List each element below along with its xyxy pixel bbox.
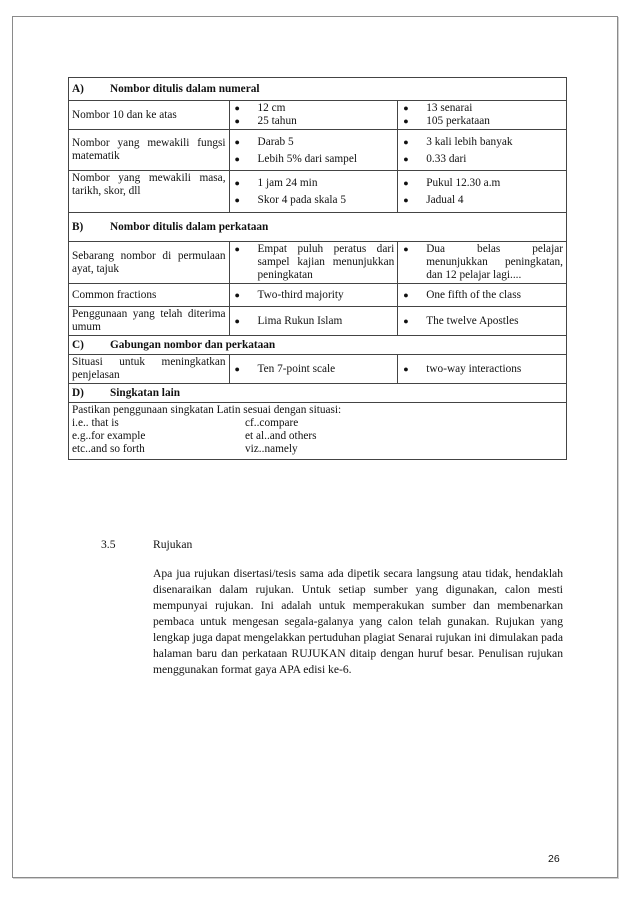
row-description: Common fractions xyxy=(69,284,230,307)
bullet-item xyxy=(401,153,563,166)
abbreviation-item: e.g..for example xyxy=(72,430,146,442)
table-row xyxy=(69,284,567,307)
section-c-header xyxy=(69,336,567,355)
example-cell xyxy=(398,284,567,307)
bullet-text: Skor 4 pada skala 5 xyxy=(257,194,347,206)
bullet-text: two-way interactions xyxy=(426,362,522,375)
bullet-text: Empat puluh peratus dari sampel kajian menunjukkan peningkatan xyxy=(257,243,395,281)
section-letter: B) xyxy=(72,220,84,233)
bullet-item xyxy=(401,115,563,128)
bullet-icon: ● xyxy=(403,289,409,300)
bullet-item xyxy=(401,363,563,376)
table-row xyxy=(69,403,567,460)
section-b-header xyxy=(69,213,567,242)
section-number: 3.5 xyxy=(101,538,116,551)
section-a-header xyxy=(69,78,567,101)
bullet-icon: ● xyxy=(234,154,240,164)
bullet-text: One fifth of the class xyxy=(426,288,521,301)
abbreviation-item: cf..compare xyxy=(245,417,299,429)
bullet-item xyxy=(233,315,395,328)
example-cell xyxy=(398,242,567,284)
section-title: Nombor ditulis dalam numeral xyxy=(110,82,260,95)
section-letter: D) xyxy=(72,386,84,399)
bullet-icon: ● xyxy=(234,244,240,254)
example-cell xyxy=(229,171,398,213)
table-row xyxy=(69,242,567,284)
row-description: Situasi untuk meningkatkan penjelasan xyxy=(69,355,230,384)
bullet-text: Two-third majority xyxy=(257,288,344,301)
bullet-icon: ● xyxy=(403,244,409,254)
bullet-icon: ● xyxy=(403,178,409,188)
bullet-icon: ● xyxy=(234,315,240,326)
row-description: Sebarang nombor di permulaan ayat, tajuk xyxy=(69,242,230,284)
bullet-text: Lebih 5% dari sampel xyxy=(257,153,357,165)
bullet-text: 105 perkataan xyxy=(426,115,490,127)
section-title: Gabungan nombor dan perkataan xyxy=(110,338,276,351)
example-cell xyxy=(398,171,567,213)
bullet-text: The twelve Apostles xyxy=(426,314,519,327)
section-letter: A) xyxy=(72,82,84,95)
example-cell xyxy=(398,130,567,171)
bullet-item xyxy=(401,102,563,115)
bullet-item xyxy=(233,363,395,376)
bullet-text: Lima Rukun Islam xyxy=(257,314,343,327)
abbreviation-list xyxy=(72,417,563,456)
table-row xyxy=(69,355,567,384)
abbreviation-item: etc..and so forth xyxy=(72,443,145,455)
bullet-icon: ● xyxy=(403,315,409,326)
bullet-text: Ten 7-point scale xyxy=(257,362,336,375)
bullet-item xyxy=(401,194,563,207)
example-cell xyxy=(229,130,398,171)
bullet-text: Dua belas pelajar menunjukkan peningkatan, dan 12 pelajar lagi.... xyxy=(426,243,563,281)
bullet-text: 0.33 dari xyxy=(426,153,467,165)
abbreviation-item: viz..namely xyxy=(245,443,298,455)
abbreviation-cell xyxy=(69,403,567,460)
bullet-item xyxy=(233,194,395,207)
row-description: Nombor yang mewakili masa, tarikh, skor, dll xyxy=(69,171,230,213)
row-description: Penggunaan yang telah diterima umum xyxy=(69,307,230,336)
example-cell xyxy=(398,101,567,130)
bullet-item xyxy=(233,243,395,282)
bullet-item xyxy=(233,177,395,190)
bullet-icon: ● xyxy=(234,289,240,300)
section-title: Singkatan lain xyxy=(110,386,181,399)
table-row xyxy=(69,307,567,336)
bullet-text: Darab 5 xyxy=(257,136,294,148)
bullet-item xyxy=(401,243,563,282)
page-number: 26 xyxy=(548,853,560,865)
bullet-icon: ● xyxy=(403,137,409,147)
section-b-header-row xyxy=(69,213,567,242)
bullet-item xyxy=(233,153,395,166)
abbreviation-item: i.e.. that is xyxy=(72,417,119,429)
example-cell xyxy=(229,101,398,130)
bullet-item xyxy=(401,177,563,190)
abbreviation-intro: Pastikan penggunaan singkatan Latin sesuai dengan situasi: xyxy=(72,404,342,416)
bullet-item xyxy=(233,115,395,128)
bullet-icon: ● xyxy=(234,178,240,188)
table-row xyxy=(69,101,567,130)
example-cell xyxy=(398,307,567,336)
bullet-icon: ● xyxy=(403,116,409,126)
bullet-icon: ● xyxy=(403,103,409,113)
section-letter: C) xyxy=(72,338,84,351)
bullet-icon: ● xyxy=(234,103,240,113)
example-cell xyxy=(229,307,398,336)
section-c-header-row xyxy=(69,336,567,355)
bullet-icon: ● xyxy=(234,195,240,205)
bullet-item xyxy=(401,289,563,302)
row-description: Nombor yang mewakili fungsi matematik xyxy=(69,130,230,171)
bullet-item xyxy=(401,315,563,328)
bullet-icon: ● xyxy=(403,363,409,374)
bullet-icon: ● xyxy=(403,195,409,205)
bullet-text: Pukul 12.30 a.m xyxy=(426,177,501,189)
bullet-icon: ● xyxy=(403,154,409,164)
section-d-header-row xyxy=(69,384,567,403)
abbreviation-item: et al..and others xyxy=(245,430,317,442)
row-description: Nombor 10 dan ke atas xyxy=(69,101,230,130)
example-cell xyxy=(229,242,398,284)
bullet-item xyxy=(233,102,395,115)
bullet-text: 25 tahun xyxy=(257,115,297,127)
section-heading xyxy=(101,538,192,551)
section-d-header xyxy=(69,384,567,403)
section-paragraph: Apa jua rujukan disertasi/tesis sama ada dipetik secara langsung atau tidak, hendaklah disenaraikan dalam rujukan. Untuk setiap sumber yang digunakan, calon mesti mempunyai rujukan. Ini adalah untuk memperakukan sumber dan membenarkan pembaca untuk mengesan segala-galanya yang calon telah gunakan. Rujukan yang lengkap juga dapat mengelakkan pertuduhan plagiat Senarai rujukan ini dimulakan pada halaman baru dan perkataan RUJUKAN ditaip dengan huruf besar. Penulisan rujukan menggunakan format gaya APA edisi ke-6. xyxy=(153,567,563,676)
section-title: Rujukan xyxy=(153,538,193,551)
bullet-item xyxy=(233,289,395,302)
example-cell xyxy=(229,284,398,307)
bullet-text: 1 jam 24 min xyxy=(257,177,318,189)
section-a-header-row xyxy=(69,78,567,101)
section-title: Nombor ditulis dalam perkataan xyxy=(110,220,269,233)
bullet-text: 3 kali lebih banyak xyxy=(426,136,513,148)
bullet-item xyxy=(401,136,563,149)
bullet-icon: ● xyxy=(234,137,240,147)
bullet-item xyxy=(233,136,395,149)
bullet-text: 12 cm xyxy=(257,102,286,114)
bullet-text: Jadual 4 xyxy=(426,194,464,206)
table-row xyxy=(69,130,567,171)
bullet-icon: ● xyxy=(234,363,240,374)
example-cell xyxy=(229,355,398,384)
table-row xyxy=(69,171,567,213)
number-rules-table xyxy=(68,77,567,460)
bullet-icon: ● xyxy=(234,116,240,126)
bullet-text: 13 senarai xyxy=(426,102,473,114)
example-cell xyxy=(398,355,567,384)
